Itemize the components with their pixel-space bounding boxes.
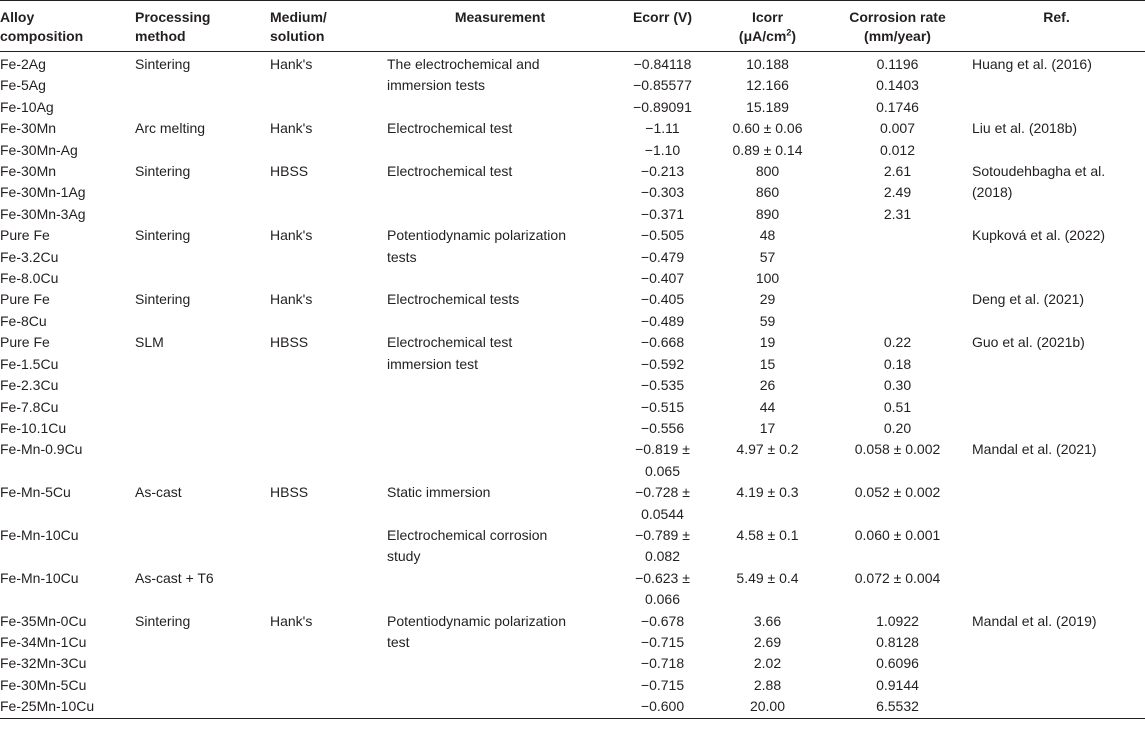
processing-cell: Arc melting — [135, 120, 206, 137]
header-processing-method: Processing method — [135, 9, 211, 44]
processing-cell: Sintering — [135, 227, 191, 244]
ecorr-cell: −1.11 −1.10 — [644, 120, 681, 158]
processing-cell — [135, 439, 270, 482]
header-alloy-composition: Alloy composition — [0, 9, 84, 44]
medium-cell: Hank's — [270, 291, 313, 308]
ecorr-cell: −0.678 −0.715 −0.718 −0.715 −0.600 — [640, 612, 685, 715]
processing-cell: Sintering — [135, 291, 191, 308]
alloy-cell: Pure Fe Fe-1.5Cu Fe-2.3Cu Fe-7.8Cu Fe-10.1Cu — [0, 334, 67, 436]
corrosion-rate-cell: 0.058 ± 0.002 — [854, 441, 941, 458]
ref-cell — [972, 482, 1145, 525]
processing-cell: SLM — [135, 334, 164, 351]
ecorr-cell: −0.728 ± 0.0544 — [635, 484, 690, 522]
icorr-cell: 48 57 100 — [755, 227, 780, 287]
header-icorr: Icorr $(\mu A/cm^2)$ — [712, 1, 827, 52]
table-header-row — [0, 1, 1145, 52]
alloy-cell: Pure Fe Fe-8Cu — [0, 291, 50, 329]
corrosion-rate-cell: 0.22 0.18 0.30 0.51 0.20 — [883, 334, 912, 436]
ecorr-cell: −0.623 ± 0.066 — [635, 569, 690, 608]
alloy-cell: Fe-35Mn-0Cu Fe-34Mn-1Cu Fe-32Mn-3Cu Fe-30Mn-5Cu Fe-25Mn-10Cu — [0, 612, 95, 715]
ref-cell: Mandal et al. (2019) — [972, 612, 1097, 629]
corrosion-rate-cell: 0.052 ± 0.002 — [854, 484, 941, 501]
measurement-cell: Electrochemical test — [387, 120, 513, 137]
icorr-cell: 800 860 890 — [755, 163, 780, 222]
ecorr-cell: −0.789 ± 0.082 — [635, 526, 690, 565]
ref-cell: Kupková et al. (2022) — [972, 227, 1106, 244]
ecorr-cell: −0.505 −0.479 −0.407 — [640, 227, 685, 287]
alloy-cell: Fe-Mn-10Cu — [0, 526, 79, 543]
header-icorr-unit: $(\mu A/cm^2)$ — [738, 27, 797, 44]
icorr-cell: 19 15 26 44 17 — [759, 334, 776, 436]
measurement-cell — [387, 439, 617, 482]
table-row — [0, 611, 1145, 719]
icorr-cell: 5.49 ± 0.4 — [736, 569, 799, 586]
medium-cell — [270, 525, 387, 568]
medium-cell — [270, 568, 387, 611]
table-row — [0, 439, 1145, 482]
table-row — [0, 289, 1145, 332]
icorr-cell: 0.60 ± 0.06 0.89 ± 0.14 — [732, 120, 803, 158]
processing-cell: Sintering — [135, 163, 191, 180]
medium-cell: HBSS — [270, 334, 309, 351]
medium-cell: HBSS — [270, 163, 309, 180]
table-row — [0, 161, 1145, 225]
processing-cell — [135, 525, 270, 568]
measurement-cell: The electrochemical and immersion tests — [387, 56, 540, 94]
icorr-cell: 4.97 ± 0.2 — [736, 441, 799, 458]
corrosion-rate-cell: 0.1196 0.1403 0.1746 — [876, 56, 919, 115]
table-row — [0, 118, 1145, 161]
icorr-cell: 10.188 12.166 15.189 — [746, 56, 789, 115]
icorr-cell: 4.19 ± 0.3 — [736, 484, 799, 501]
measurement-cell: Electrochemical tests — [387, 291, 520, 308]
measurement-cell: Potentiodynamic polarization test — [387, 612, 566, 650]
alloy-cell: Fe-Mn-5Cu — [0, 484, 71, 501]
medium-cell: Hank's — [270, 120, 313, 137]
corrosion-rate-cell: 0.060 ± 0.001 — [854, 526, 941, 543]
table-row — [0, 332, 1145, 439]
corrosion-rate-cell: 1.0922 0.8128 0.6096 0.9144 6.5532 — [876, 612, 919, 715]
icorr-cell: 29 59 — [759, 291, 776, 329]
header-measurement: Measurement — [454, 9, 546, 25]
header-ref: Ref. — [1043, 9, 1070, 25]
header-ecorr: Ecorr (V) — [632, 9, 693, 25]
medium-cell: Hank's — [270, 612, 313, 629]
icorr-cell: 4.58 ± 0.1 — [736, 526, 799, 543]
processing-cell: Sintering — [135, 56, 191, 72]
corrosion-rate-cell: 2.61 2.49 2.31 — [883, 163, 912, 222]
header-medium-solution: Medium/ solution — [270, 9, 327, 44]
ref-cell: Liu et al. (2018b) — [972, 120, 1078, 137]
measurement-cell: Potentiodynamic polarization tests — [387, 227, 566, 265]
ref-cell — [972, 568, 1145, 611]
ref-cell — [972, 525, 1145, 568]
ref-cell: Deng et al. (2021) — [972, 291, 1085, 308]
ecorr-cell: −0.84118 −0.85577 −0.89091 — [633, 56, 692, 115]
measurement-cell: Electrochemical corrosion study — [387, 526, 548, 565]
header-corrosion-rate: Corrosion rate (mm/year) — [849, 9, 946, 44]
medium-cell: HBSS — [270, 484, 309, 501]
medium-cell — [270, 439, 387, 482]
corrosion-rate-cell: 0.072 ± 0.004 — [854, 569, 941, 586]
processing-cell: As-cast — [135, 484, 182, 501]
ecorr-cell: −0.405 −0.489 — [640, 291, 685, 329]
corrosion-rate-cell: 0.007 0.012 — [879, 120, 916, 158]
table-row — [0, 225, 1145, 289]
alloy-cell: Fe-30Mn Fe-30Mn-1Ag Fe-30Mn-3Ag — [0, 163, 86, 222]
medium-cell: Hank's — [270, 56, 313, 72]
measurement-cell: Electrochemical test immersion test — [387, 334, 513, 372]
alloy-cell: Fe-Mn-0.9Cu — [0, 441, 83, 458]
table-row — [0, 525, 1145, 568]
alloy-cell: Fe-Mn-10Cu — [0, 569, 79, 586]
ref-cell: Sotoudehbagha et al. (2018) — [972, 163, 1106, 201]
alloy-cell: Fe-2Ag Fe-5Ag Fe-10Ag — [0, 56, 54, 115]
processing-cell: As-cast + T6 — [135, 569, 214, 586]
alloy-cell: Fe-30Mn Fe-30Mn-Ag — [0, 120, 78, 158]
alloy-cell: Pure Fe Fe-3.2Cu Fe-8.0Cu — [0, 227, 59, 287]
ecorr-cell: −0.819 ± 0.065 — [635, 441, 690, 479]
ref-cell: Huang et al. (2016) — [972, 56, 1092, 72]
measurement-cell: Electrochemical test — [387, 163, 513, 180]
processing-cell: Sintering — [135, 612, 191, 629]
ecorr-cell: −0.213 −0.303 −0.371 — [640, 163, 685, 222]
ecorr-cell: −0.668 −0.592 −0.535 −0.515 −0.556 — [640, 334, 685, 436]
ref-cell: Guo et al. (2021b) — [972, 334, 1085, 351]
corrosion-rate-cell — [827, 225, 972, 289]
table-row — [0, 52, 1145, 119]
icorr-cell: 3.66 2.69 2.02 2.88 20.00 — [749, 612, 786, 715]
medium-cell: Hank's — [270, 227, 313, 244]
table-row — [0, 482, 1145, 525]
table-row — [0, 568, 1145, 611]
ref-cell: Mandal et al. (2021) — [972, 441, 1097, 458]
measurement-cell — [387, 568, 617, 611]
measurement-cell: Static immersion — [387, 484, 491, 501]
corrosion-rate-cell — [827, 289, 972, 332]
